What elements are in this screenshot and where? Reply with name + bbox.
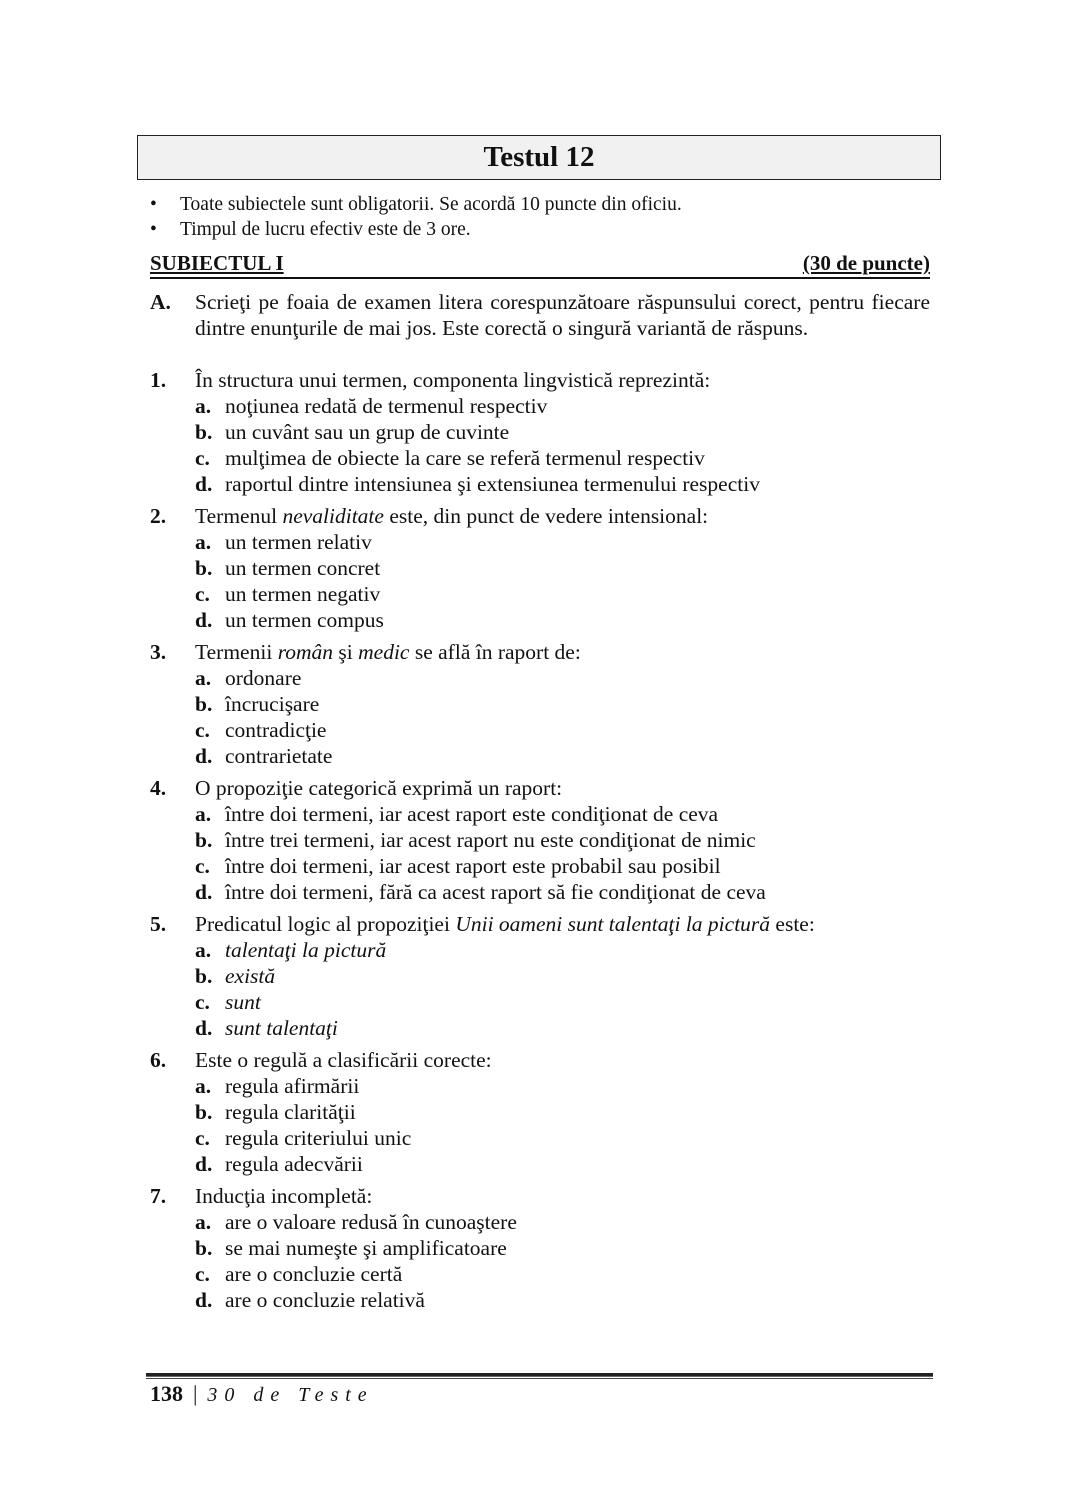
- option-letter: a.: [195, 530, 212, 554]
- option-text: contrarietate: [225, 744, 333, 768]
- option-text: un termen compus: [225, 608, 384, 632]
- question-6: [150, 1047, 930, 1177]
- option-letter: b.: [195, 420, 213, 444]
- stem-text: Inducţia incompletă:: [195, 1184, 373, 1208]
- subject-heading: [150, 249, 930, 279]
- option-letter: b.: [195, 964, 213, 988]
- question-stem: [195, 1183, 930, 1209]
- question-number: 2.: [150, 504, 167, 528]
- option-letter: a.: [195, 1210, 212, 1234]
- stem-italic-term: nevaliditate: [282, 504, 384, 528]
- question-stem: [195, 503, 930, 529]
- answer-option: [195, 691, 930, 717]
- question-number: 5.: [150, 912, 167, 936]
- option-text: ordonare: [225, 666, 302, 690]
- answer-option: [195, 581, 930, 607]
- stem-text: O propoziţie categorică exprimă un raport:: [195, 776, 563, 800]
- answer-option: [195, 393, 930, 419]
- answer-option: [195, 1099, 930, 1125]
- answer-option: [195, 1151, 930, 1177]
- option-text: mulţimea de obiecte la care se referă termenul respectiv: [225, 446, 705, 470]
- option-letter: c.: [195, 1126, 210, 1150]
- option-text: sunt talentaţi: [225, 1016, 338, 1040]
- question-number: 7.: [150, 1184, 167, 1208]
- option-text: regula criteriului unic: [225, 1126, 412, 1150]
- stem-italic-term: român: [277, 640, 334, 664]
- section-instruction: [150, 289, 930, 341]
- footer-rule: [146, 1373, 933, 1377]
- question-5: [150, 911, 930, 1041]
- option-letter: a.: [195, 394, 212, 418]
- option-letter: a.: [195, 802, 212, 826]
- option-letter: b.: [195, 556, 213, 580]
- option-letter: a.: [195, 1074, 212, 1098]
- answer-option: [195, 607, 930, 633]
- option-text: regula clarităţii: [225, 1100, 356, 1124]
- answer-option: [195, 853, 930, 879]
- answer-option: [195, 445, 930, 471]
- stem-italic-term: medic: [358, 640, 410, 664]
- answer-option: [195, 879, 930, 905]
- question-number: 4.: [150, 776, 167, 800]
- answer-option: [195, 419, 930, 445]
- option-letter: d.: [195, 1016, 213, 1040]
- test-title: Testul 12: [137, 135, 941, 180]
- question-3: [150, 639, 930, 769]
- option-letter: d.: [195, 1152, 213, 1176]
- question-number: 1.: [150, 368, 167, 392]
- question-stem: [195, 911, 930, 937]
- option-letter: b.: [195, 692, 213, 716]
- option-letter: b.: [195, 828, 213, 852]
- question-stem: [195, 775, 930, 801]
- question-7: [150, 1183, 930, 1313]
- option-letter: a.: [195, 938, 212, 962]
- option-text: un termen negativ: [225, 582, 381, 606]
- option-text: între doi termeni, fără ca acest raport să fie condiţionat de ceva: [225, 880, 766, 904]
- option-text: un cuvânt sau un grup de cuvinte: [225, 420, 510, 444]
- option-text: un termen concret: [225, 556, 381, 580]
- answer-option: [195, 717, 930, 743]
- option-letter: d.: [195, 1288, 213, 1312]
- option-letter: c.: [195, 582, 210, 606]
- option-text: între trei termeni, iar acest raport nu este condiţionat de nimic: [225, 828, 756, 852]
- option-letter: c.: [195, 718, 210, 742]
- option-text: între doi termeni, iar acest raport este probabil sau posibil: [225, 854, 721, 878]
- question-4: [150, 775, 930, 905]
- option-text: are o concluzie relativă: [225, 1288, 425, 1312]
- answer-option: [195, 1261, 930, 1287]
- option-text: noţiunea redată de termenul respectiv: [225, 394, 548, 418]
- answer-option: [195, 665, 930, 691]
- stem-text: este, din punct de vedere intensional:: [383, 504, 709, 528]
- stem-italic-term: Unii oameni sunt talentaţi la pictură: [455, 912, 771, 936]
- stem-text: şi: [333, 640, 359, 664]
- instructions-list: [150, 192, 682, 242]
- book-title: 30 de Teste: [207, 1384, 374, 1406]
- question-stem: [195, 639, 930, 665]
- answer-option: [195, 1073, 930, 1099]
- answer-option: [195, 1235, 930, 1261]
- answer-option: [195, 1287, 930, 1313]
- section-label: A.: [150, 290, 171, 314]
- answer-option: [195, 1125, 930, 1151]
- stem-text: Este o regulă a clasificării corecte:: [195, 1048, 492, 1072]
- option-letter: d.: [195, 608, 213, 632]
- subject-name: SUBIECTUL I: [150, 251, 284, 275]
- option-text: are o concluzie certă: [225, 1262, 403, 1286]
- bullet-item: • Toate subiectele sunt obligatorii. Se acordă 10 puncte din oficiu.: [150, 192, 682, 217]
- answer-option: [195, 963, 930, 989]
- option-text: contradicţie: [225, 718, 327, 742]
- instruction-text: Scrieţi pe foaia de examen litera corespunzătoare răspunsului corect, pentru fiecare dintre enunţurile de mai jos. Este corectă o singură variantă de răspuns.: [195, 290, 930, 340]
- option-text: talentaţi la pictură: [225, 938, 387, 962]
- option-letter: d.: [195, 880, 213, 904]
- option-text: regula adecvării: [225, 1152, 363, 1176]
- answer-option: [195, 937, 930, 963]
- option-letter: a.: [195, 666, 212, 690]
- answer-option: [195, 801, 930, 827]
- question-stem: [195, 367, 930, 393]
- stem-text: Predicatul logic al propoziţiei: [195, 912, 456, 936]
- answer-option: [195, 1209, 930, 1235]
- subject-points: (30 de puncte): [802, 251, 930, 275]
- stem-text: În structura unui termen, componenta lingvistică reprezintă:: [195, 368, 711, 392]
- option-text: un termen relativ: [225, 530, 372, 554]
- footer-separator: |: [193, 1381, 198, 1406]
- stem-text: se află în raport de:: [409, 640, 581, 664]
- page-footer: [150, 1380, 374, 1409]
- option-text: între doi termeni, iar acest raport este condiţionat de ceva: [225, 802, 719, 826]
- stem-text: Termenul: [195, 504, 283, 528]
- option-letter: d.: [195, 472, 213, 496]
- page-number: 138: [150, 1381, 183, 1406]
- answer-option: [195, 743, 930, 769]
- option-letter: c.: [195, 990, 210, 1014]
- answer-option: [195, 555, 930, 581]
- option-letter: c.: [195, 446, 210, 470]
- option-text: regula afirmării: [225, 1074, 360, 1098]
- question-2: [150, 503, 930, 633]
- option-text: sunt: [225, 990, 261, 1014]
- option-text: se mai numeşte şi amplificatoare: [225, 1236, 507, 1260]
- option-letter: c.: [195, 854, 210, 878]
- option-text: există: [225, 964, 276, 988]
- option-letter: d.: [195, 744, 213, 768]
- answer-option: [195, 827, 930, 853]
- question-number: 6.: [150, 1048, 167, 1072]
- question-stem: [195, 1047, 930, 1073]
- option-letter: b.: [195, 1236, 213, 1260]
- answer-option: [195, 529, 930, 555]
- answer-option: [195, 471, 930, 497]
- answer-option: [195, 989, 930, 1015]
- option-letter: b.: [195, 1100, 213, 1124]
- question-1: [150, 367, 930, 497]
- stem-text: Termenii: [195, 640, 278, 664]
- option-text: are o valoare redusă în cunoaştere: [225, 1210, 517, 1234]
- option-letter: c.: [195, 1262, 210, 1286]
- option-text: raportul dintre intensiunea şi extensiunea termenului respectiv: [225, 472, 760, 496]
- bullet-item: • Timpul de lucru efectiv este de 3 ore.: [150, 217, 682, 242]
- answer-option: [195, 1015, 930, 1041]
- stem-text: este:: [770, 912, 815, 936]
- question-number: 3.: [150, 640, 167, 664]
- option-text: încrucişare: [225, 692, 320, 716]
